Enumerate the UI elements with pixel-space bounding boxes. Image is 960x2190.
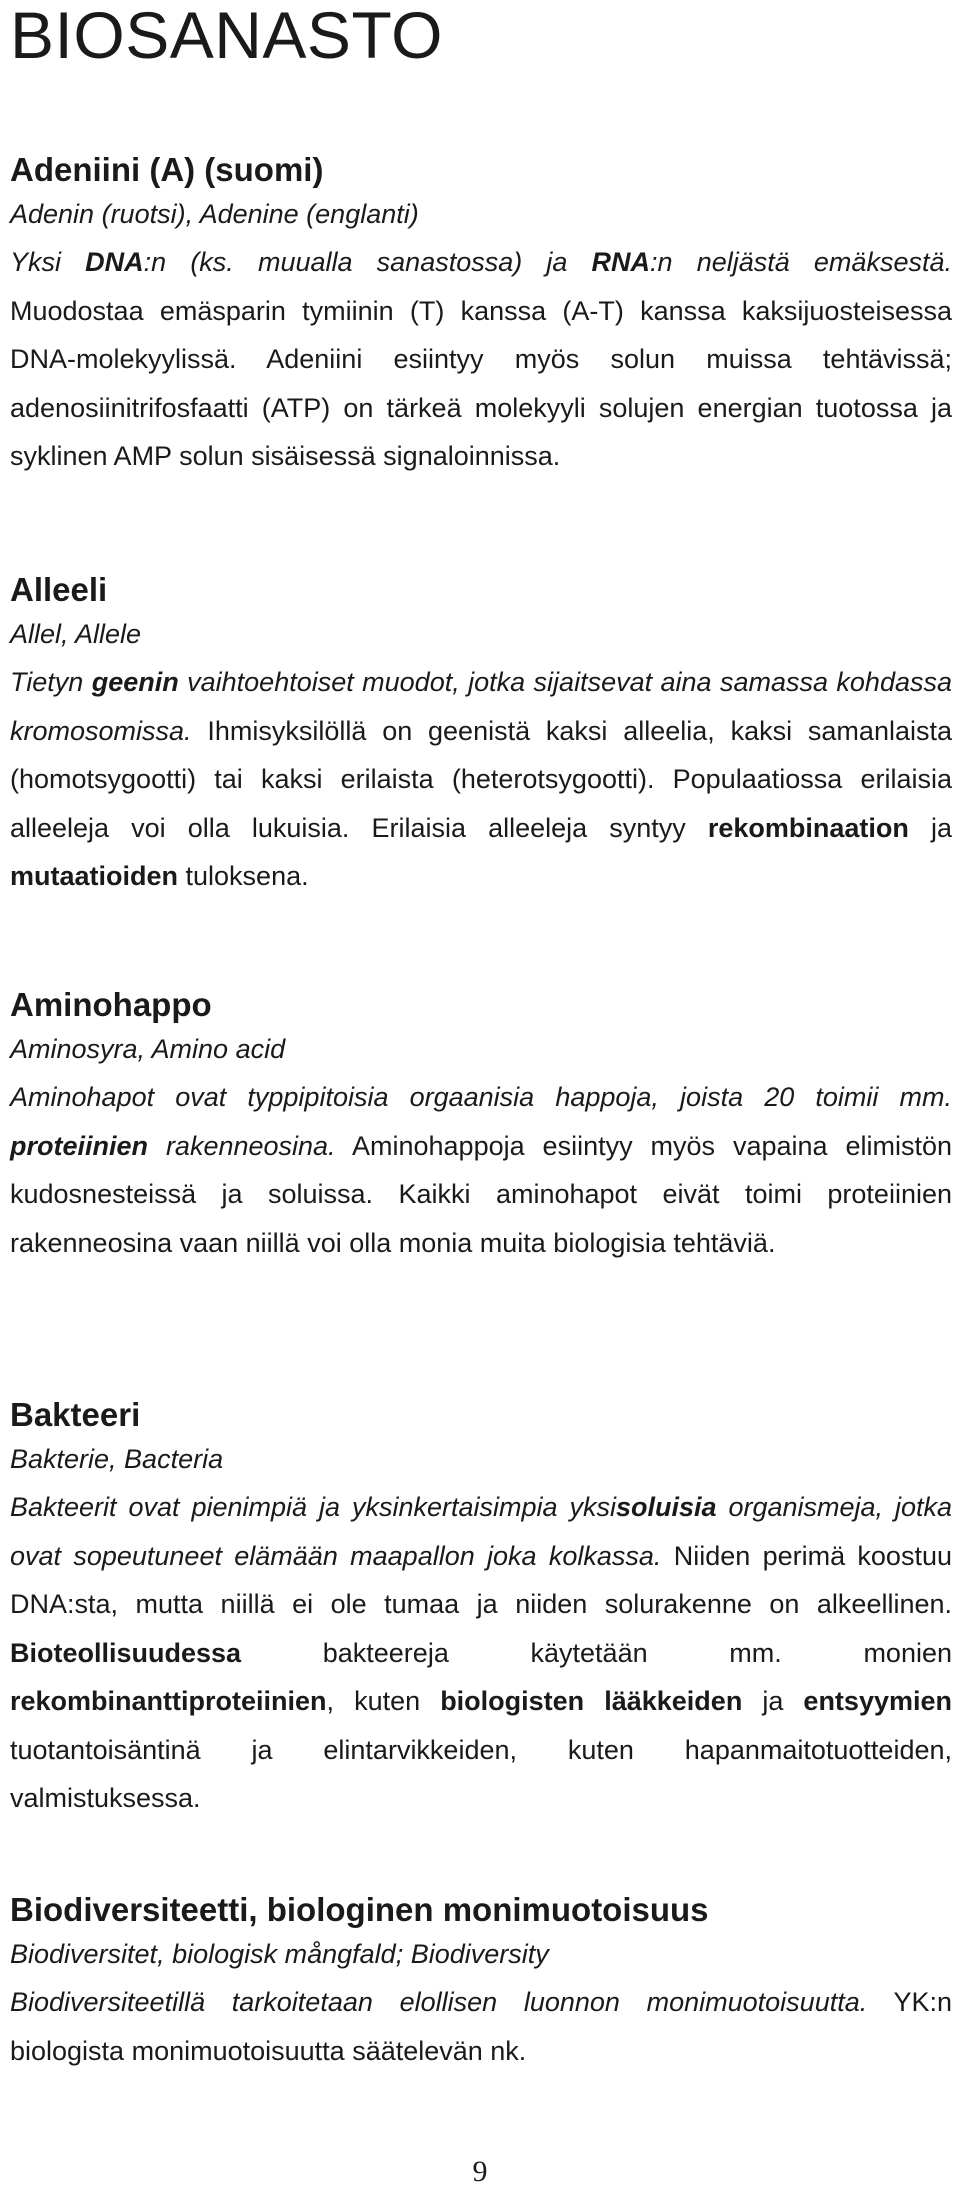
definition-text: :n (ks. muualla sanastossa) ja — [143, 247, 592, 277]
entry-biodiversiteetti — [10, 1890, 952, 2075]
entry-term: Biodiversiteetti, biologinen monimuotoisuus — [10, 1891, 709, 1928]
page-number: 9 — [472, 2155, 488, 2188]
entry-translations: Aminosyra, Amino acid — [10, 1034, 286, 1064]
description-text: tuloksena. — [178, 861, 309, 891]
definition-text: Biodiversiteetillä tarkoitetaan elollisen luonnon monimuotoisuutta. — [10, 1987, 868, 2017]
term-link-bioteollisuus: Bioteollisuudessa — [10, 1637, 242, 1668]
entry-term: Bakteeri — [10, 1396, 141, 1433]
term-link-rekombinaatio: rekombinaation — [707, 812, 909, 843]
term-link-geeni: geenin — [91, 667, 179, 697]
description-text: YK:n biologista monimuotoisuutta säätelevän nk. — [10, 1987, 952, 2066]
description-text: tuotantoisäntinä ja elintarvikkeiden, kuten hapanmaitotuotteiden, valmistuksessa. — [10, 1734, 952, 1813]
entry-translations: Allel, Allele — [10, 619, 142, 649]
term-link-proteiini: proteiinien — [10, 1130, 149, 1161]
description-text: , kuten — [326, 1686, 441, 1716]
definition-text: organismeja, jotka ovat sopeutuneet elämään maapallon joka kolkassa. — [10, 1492, 952, 1571]
entry-alleeli — [10, 570, 952, 901]
entry-definition — [10, 1978, 952, 2075]
term-link-dna: DNA — [85, 247, 144, 277]
definition-text: :n neljästä emäksestä. — [650, 247, 952, 277]
term-link-mutaatio: mutaatioiden — [10, 861, 179, 891]
term-link-rna: RNA — [591, 247, 651, 277]
term-link-rekombinanttiproteiini: rekombinanttiproteiinien — [10, 1686, 327, 1716]
definition-text: Tietyn — [10, 667, 92, 697]
description-text: ja — [742, 1686, 804, 1716]
entry-term: Alleeli — [10, 571, 108, 608]
description-text: Muodostaa emäsparin tymiinin (T) kanssa (A-T) kanssa kaksijuosteisessa DNA-molekyylissä. Adeniini esiintyy myös solun muissa tehtävissä; adenosiinitrifosfaatti (ATP) on tärkeä molekyyli solujen energian tuotossa ja syklinen AMP solun sisäisessä signaloinnissa. — [10, 295, 952, 471]
entry-aminohappo — [10, 985, 952, 1267]
entry-adeniini — [10, 150, 952, 481]
definition-text: vaihtoehtoiset muodot, jotka sijaitsevat aina samassa kohdassa kromosomissa. — [10, 667, 952, 746]
description-text: ja — [908, 812, 952, 843]
term-link-biologinen-laake: biologisten lääkkeiden — [440, 1686, 743, 1716]
entry-definition — [10, 238, 952, 481]
term-link-solu: soluisia — [615, 1492, 717, 1522]
description-text: Aminohappoja esiintyy myös vapaina elimistön kudosnesteissä ja soluissa. Kaikki aminohapot eivät toimi proteiinien rakenneosina vaan niillä voi olla monia muita biologisia tehtäviä. — [10, 1130, 952, 1258]
definition-text: Yksi — [10, 247, 86, 277]
description-text: bakteereja käytetään mm. monien — [241, 1637, 952, 1668]
entry-definition — [10, 658, 952, 901]
entry-translations: Bakterie, Bacteria — [10, 1444, 224, 1474]
term-link-entsyymi: entsyymien — [803, 1686, 952, 1716]
entry-definition — [10, 1073, 952, 1267]
entry-bakteeri — [10, 1395, 952, 1823]
entry-translations: Adenin (ruotsi), Adenine (englanti) — [10, 199, 419, 229]
definition-text: rakenneosina. — [148, 1130, 336, 1161]
entry-term: Adeniini (A) (suomi) — [10, 151, 324, 188]
definition-text: Bakteerit ovat pienimpiä ja yksinkertaisimpia yksi — [10, 1492, 616, 1522]
page-title: BIOSANASTO — [10, 0, 443, 72]
entry-term: Aminohappo — [10, 986, 212, 1023]
definition-text: Aminohapot ovat typpipitoisia orgaanisia happoja, joista 20 toimii mm. — [10, 1082, 952, 1112]
entry-definition — [10, 1483, 952, 1823]
entry-translations: Biodiversitet, biologisk mångfald; Biodiversity — [10, 1939, 549, 1969]
description-text: Niiden perimä koostuu DNA:sta, mutta niillä ei ole tumaa ja niiden solurakenne on alkeellinen. — [10, 1540, 952, 1619]
description-text: Ihmisyksilöllä on geenistä kaksi alleelia, kaksi samanlaista (homotsygootti) tai kaksi erilaista (heterotsygootti). Populaatiossa erilaisia alleeleja voi olla lukuisia. Erilaisia alleeleja syntyy — [10, 715, 952, 843]
